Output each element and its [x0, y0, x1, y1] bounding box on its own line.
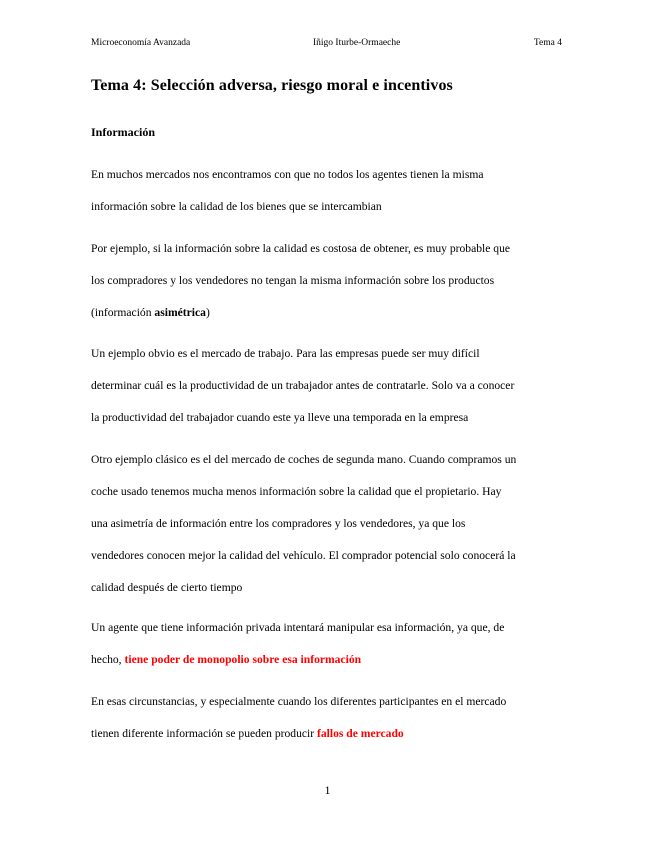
paragraph-line: Otro ejemplo clásico es el del mercado de coches de segunda mano. Cuando compramos un [91, 453, 517, 466]
paragraph-3 [91, 338, 571, 434]
paragraph-line: los compradores y los vendedores no tengan la misma información sobre los productos [91, 274, 495, 287]
paragraph-4 [91, 444, 571, 604]
paragraph-6 [91, 686, 571, 750]
paragraph-text: tienen diferente información se pueden producir [91, 727, 317, 740]
paragraph-line: la productividad del trabajador cuando este ya lleve una temporada en la empresa [91, 411, 469, 424]
bold-term: asimétrica [154, 306, 206, 319]
paragraph-5 [91, 612, 571, 676]
paragraph-line: Un agente que tiene información privada intentará manipular esa información, ya que, de [91, 621, 505, 634]
paragraph-2 [91, 233, 571, 329]
paragraph-1 [91, 159, 571, 223]
highlighted-phrase: tiene poder de monopolio sobre esa información [124, 653, 362, 666]
header-topic: Tema 4 [533, 38, 562, 48]
page-number: 1 [324, 783, 331, 797]
paragraph-line [91, 644, 571, 676]
paragraph-line [91, 297, 571, 329]
paragraph-text: hecho, [91, 653, 125, 666]
header-author: Iñigo Iturbe-Ormaeche [313, 38, 401, 48]
paragraph-line: información sobre la calidad de los bienes que se intercambian [91, 200, 382, 213]
page-title: Tema 4: Selección adversa, riesgo moral e incentivos [91, 77, 453, 94]
paragraph-line: coche usado tenemos mucha menos información sobre la calidad que el propietario. Hay [91, 485, 502, 498]
page-header [91, 38, 562, 52]
paragraph-line: vendedores conocen mejor la calidad del vehículo. El comprador potencial solo conocerá la [91, 549, 516, 562]
header-course: Microeconomía Avanzada [91, 38, 191, 48]
paragraph-text: ) [205, 306, 210, 319]
paragraph-line: Un ejemplo obvio es el mercado de trabajo. Para las empresas puede ser muy difícil [91, 347, 480, 360]
section-heading: Información [91, 125, 155, 139]
paragraph-line: una asimetría de información entre los compradores y los vendedores, ya que los [91, 517, 466, 530]
paragraph-line: Por ejemplo, si la información sobre la calidad es costosa de obtener, es muy probable que [91, 242, 511, 255]
highlighted-phrase: fallos de mercado [317, 727, 404, 740]
paragraph-line: En esas circunstancias, y especialmente cuando los diferentes participantes en el mercado [91, 695, 507, 708]
paragraph-text: (información [91, 306, 155, 319]
paragraph-line: En muchos mercados nos encontramos con que no todos los agentes tienen la misma [91, 168, 484, 181]
paragraph-line [91, 718, 571, 750]
paragraph-line: calidad después de cierto tiempo [91, 581, 243, 594]
paragraph-line: determinar cuál es la productividad de un trabajador antes de contratarle. Solo va a conocer [91, 379, 515, 392]
